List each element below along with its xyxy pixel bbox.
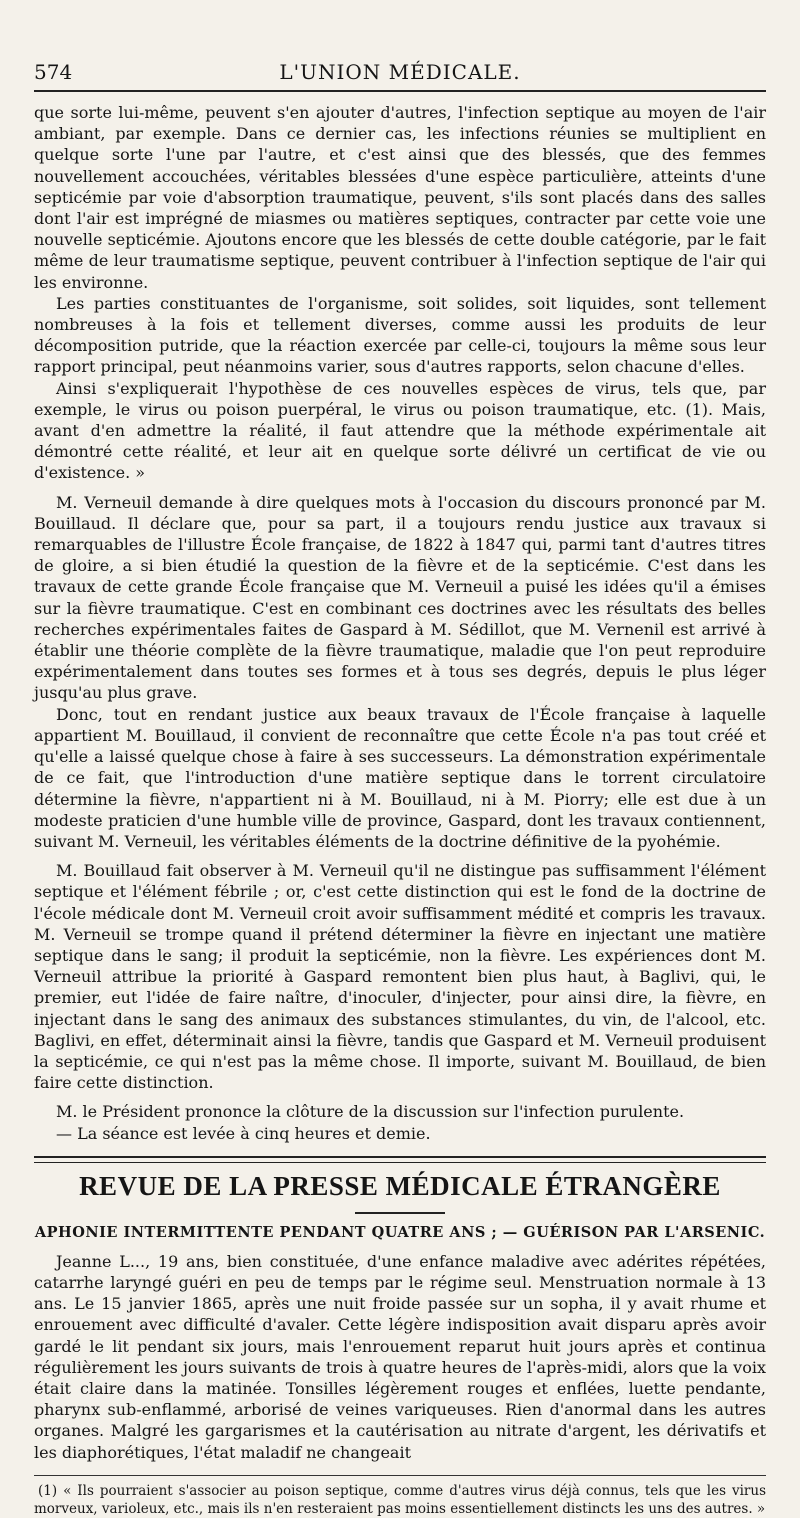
- running-title: L'UNION MÉDICALE.: [279, 60, 521, 84]
- section-heading: REVUE DE LA PRESSE MÉDICALE ÉTRANGÈRE: [79, 1170, 721, 1201]
- paragraph-seance: — La séance est levée à cinq heures et demie.: [56, 1123, 431, 1143]
- footnote-rule: [34, 1475, 766, 1476]
- main-text: [34, 102, 766, 1144]
- heading-rule: [355, 1212, 445, 1214]
- article-body: [34, 1251, 766, 1463]
- footnote: (1) « Ils pourraient s'associer au poison septique, comme d'autres virus déjà connus, tels que les virus morveux, varioleux, etc., mais ils n'en resteraient pas moins essentiellement distincts les uns des autres. »: [34, 1482, 766, 1517]
- page-header: [34, 56, 766, 92]
- paragraph-bouillaud: M. Bouillaud fait observer à M. Verneuil qu'il ne distingue pas suffisamment l'élément septique et l'élément fébrile ; or, c'est cette distinction qui est le fond de la doctrine de l'école médicale dont M. Verneuil croit avoir suffisamment médité et compris les travaux. M. Verneuil se trompe quand il prétend déterminer la fièvre en injectant une matière septique dans le sang; il produit la septicémie, non la fièvre. Les expériences dont M. Verneuil attribue la priorité à Gaspard remontent bien plus haut, à Baglivi, qui, le premier, eut l'idée de faire naître, d'inoculer, d'injecter, pour ainsi dire, la fièvre, en injectant dans le sang des animaux des substances stimulantes, du vin, de l'alcool, etc. Baglivi, en effet, déterminait ainsi la fièvre, tandis que Gaspard et M. Verneuil produisent la septicémie, ce qui n'est pas la même chose. Il importe, suivant M. Bouillaud, de bien faire cette distinction.: [34, 861, 766, 1093]
- page: [34, 56, 766, 1518]
- section-divider: [34, 1156, 766, 1163]
- page-number: 574: [34, 60, 73, 84]
- paragraph-1: que sorte lui-même, peuvent s'en ajouter d'autres, l'infection septique au moyen de l'air ambiant, par exemple. Dans ce dernier cas, les infections réunies se multiplient en quelque sorte l'une par l'autre, et c'est ainsi que des blessés, que des femmes nouvellement accouchées, véritables blessées d'une espèce particulière, atteints d'une septicémie par voie d'absorption traumatique, peuvent, s'ils sont placés dans des salles dont l'air est imprégné de miasmes ou matières septiques, contracter par cette voie une nouvelle septicémie. Ajoutons encore que les blessés de cette double catégorie, par le fait même de leur traumatisme septique, peuvent contribuer à l'infection septique de l'air qui les environne.: [34, 103, 766, 292]
- article-paragraph: Jeanne L..., 19 ans, bien constituée, d'une enfance maladive avec adérites répétées, catarrhe laryngé guéri en peu de temps par le régime seul. Menstruation normale à 13 ans. Le 15 janvier 1865, après une nuit froide passée sur un sopha, il y avait rhume et enrouement avec difficulté d'avaler. Cette légère indisposition avait disparu après avoir gardé le lit pendant six jours, mais l'enrouement reparut huit jours après et continua régulièrement les jours suivants de trois à quatre heures de l'après-midi, alors que la voix était claire dans la matinée. Tonsilles légèrement rouges et enflées, luette pendante, pharynx sub-enflammé, arborisé de veines variqueuses. Rien d'anormal dans les autres organes. Malgré les gargarismes et la cautérisation au nitrate d'argent, les dérivatifs et les diaphorétiques, l'état maladif ne changeait: [34, 1251, 766, 1462]
- paragraph-president: M. le Président prononce la clôture de la discussion sur l'infection purulente.: [56, 1102, 685, 1122]
- paragraph-donc: Donc, tout en rendant justice aux beaux travaux de l'École française à laquelle appartient M. Bouillaud, il convient de reconnaître que cette École n'a pas tout créé et qu'elle a laissé quelque chose à faire à ses successeurs. La démonstration expérimentale de ce fait, que l'introduction d'une matière septique dans le torrent circulatoire détermine la fièvre, n'appartient ni à M. Bouillaud, ni à M. Piorry; elle est due à un modeste praticien d'une humble ville de province, Gaspard, dont les travaux contiennent, suivant M. Verneuil, les véritables éléments de la doctrine définitive de la pyohémie.: [34, 704, 766, 851]
- paragraph-verneuil: M. Verneuil demande à dire quelques mots à l'occasion du discours prononcé par M. Bouillaud. Il déclare que, pour sa part, il a toujours rendu justice aux travaux si remarquables de l'illustre École française, de 1822 à 1847 qui, parmi tant d'autres titres de gloire, a si bien étudié la question de la fièvre et de la septicémie. C'est dans les travaux de cette grande École française que M. Verneuil a puisé les idées qu'il a émises sur la fièvre traumatique. C'est en combinant ces doctrines avec les résultats des belles recherches expérimentales faites de Gaspard à M. Sédillot, que M. Vernenil est arrivé à établir une théorie complète de la fièvre traumatique, maladie que l'on peut reproduire expérimentalement dans toutes ses formes et à tous ses degrés, depuis le plus léger jusqu'au plus grave.: [34, 492, 766, 703]
- paragraph-3: Ainsi s'expliquerait l'hypothèse de ces nouvelles espèces de virus, tels que, par exemple, le virus ou poison puerpéral, le virus ou poison traumatique, etc. (1). Mais, avant d'en admettre la réalité, il faut attendre que la méthode expérimentale ait démontré cette réalité, et leur ait en quelque sorte délivré un certificat de vie ou d'existence. »: [34, 378, 766, 483]
- article-title: APHONIE INTERMITTENTE PENDANT QUATRE ANS ; — GUÉRISON PAR L'ARSENIC.: [34, 1223, 766, 1241]
- paragraph-2: Les parties constituantes de l'organisme, soit solides, soit liquides, sont tellement nombreuses à la fois et tellement diverses, comme aussi les produits de leur décomposition putride, que la réaction exercée par celle-ci, toujours la même sous leur rapport principal, peut néanmoins varier, sous d'autres rapports, selon chacune d'elles.: [34, 293, 766, 377]
